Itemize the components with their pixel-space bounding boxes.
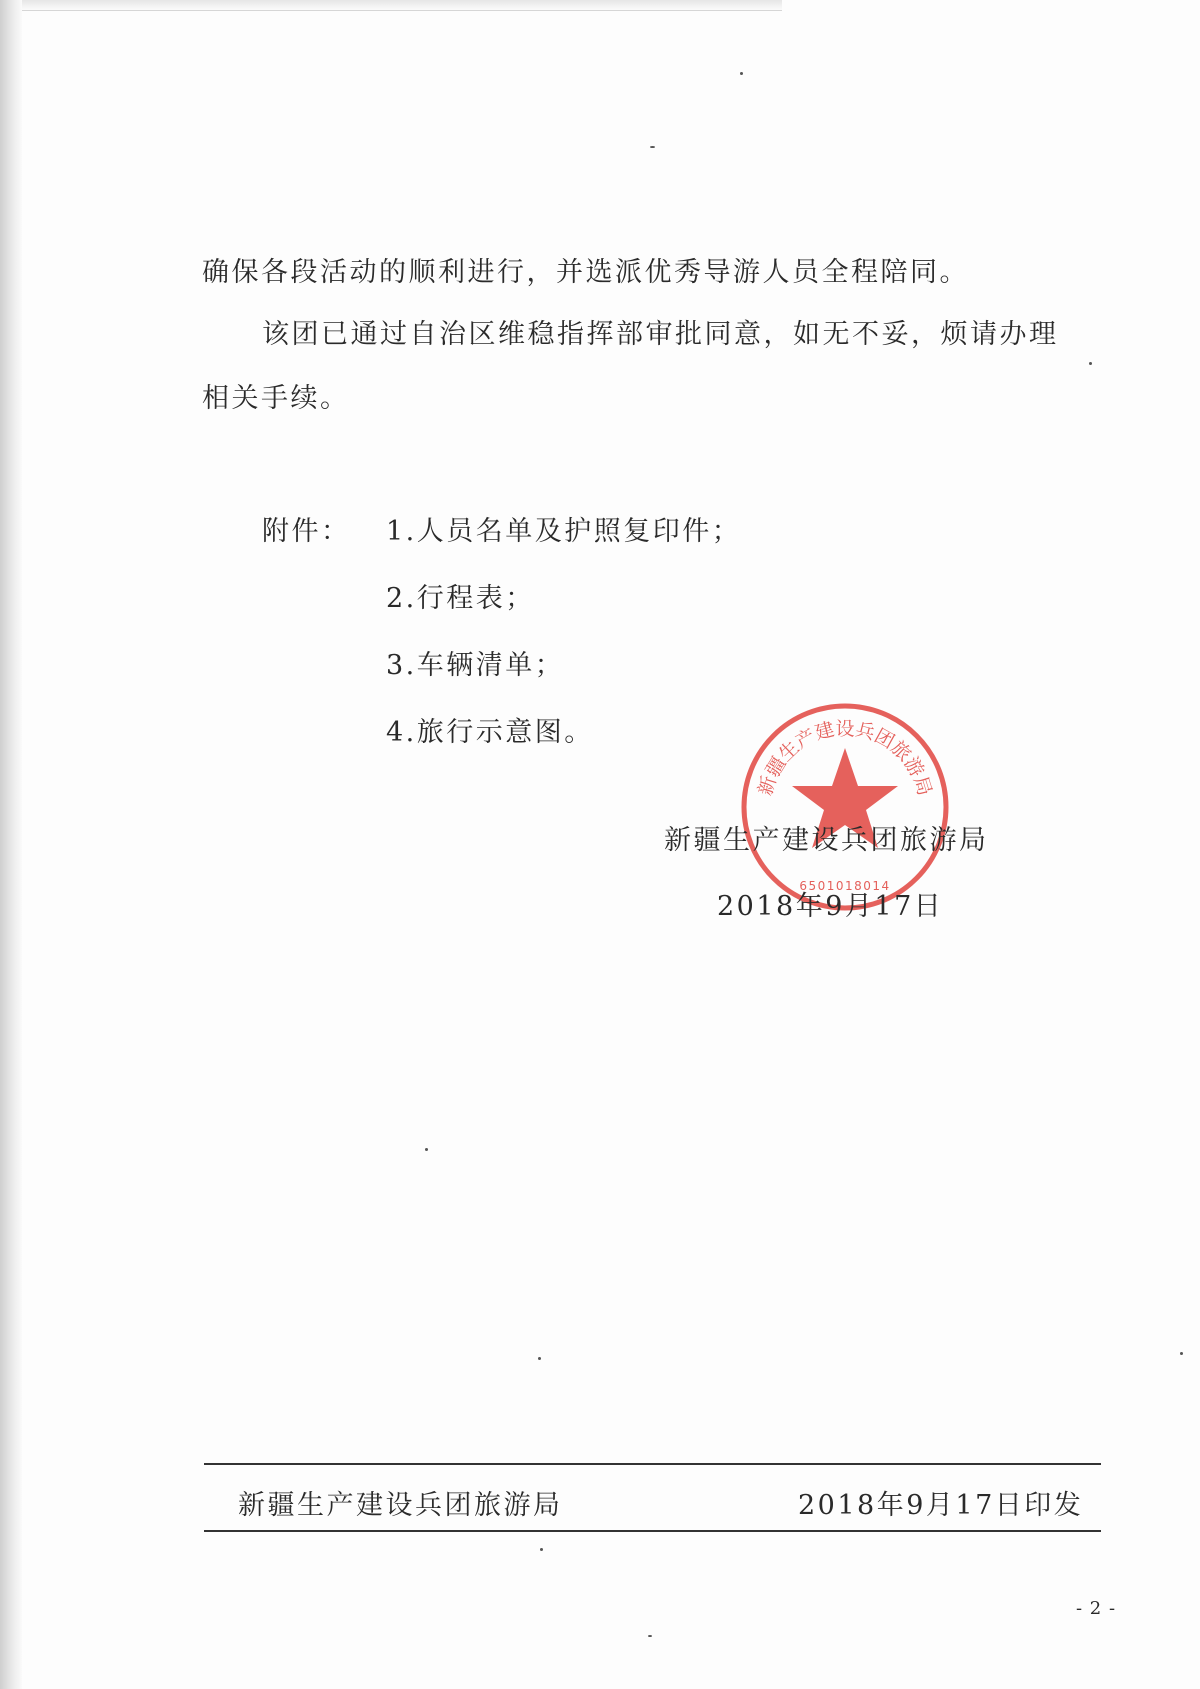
official-seal xyxy=(738,700,952,914)
attachment-item: 3.车辆清单； xyxy=(386,650,565,681)
body-line-1: 确保各段活动的顺利进行，并选派优秀导游人员全程陪同。 xyxy=(202,257,969,288)
page-number: - 2 - xyxy=(1076,1598,1117,1619)
footer-top-rule xyxy=(204,1463,1101,1465)
seal-number: 6501018014 xyxy=(799,879,891,893)
attachment-item: 4.旅行示意图。 xyxy=(386,717,594,748)
scan-top-edge xyxy=(22,0,782,11)
scan-speck xyxy=(540,1548,543,1551)
seal-arc-text: 新疆生产建设兵团旅游局 xyxy=(754,717,936,799)
scan-speck xyxy=(425,1148,428,1151)
signature-org: 新疆生产建设兵团旅游局 xyxy=(664,825,989,856)
body-line-3: 相关手续。 xyxy=(202,383,350,414)
footer-bottom-rule xyxy=(204,1530,1101,1532)
scan-speck xyxy=(538,1357,541,1360)
scan-speck xyxy=(648,1635,652,1637)
scan-left-edge xyxy=(0,0,22,1689)
scan-speck xyxy=(1180,1352,1183,1355)
footer-date: 2018年9月17日印发 xyxy=(798,1490,1084,1521)
signature-date: 2018年9月17日 xyxy=(717,891,944,922)
scan-speck xyxy=(1089,362,1092,365)
attachment-item: 2.行程表； xyxy=(386,583,535,614)
footer-org: 新疆生产建设兵团旅游局 xyxy=(238,1490,563,1521)
scan-speck xyxy=(650,146,655,148)
attachment-item: 1.人员名单及护照复印件； xyxy=(386,516,742,547)
attachment-label: 附件： xyxy=(262,516,351,547)
scan-speck xyxy=(740,72,743,75)
body-line-2: 该团已通过自治区维稳指挥部审批同意，如无不妥，烦请办理 xyxy=(262,319,1059,350)
